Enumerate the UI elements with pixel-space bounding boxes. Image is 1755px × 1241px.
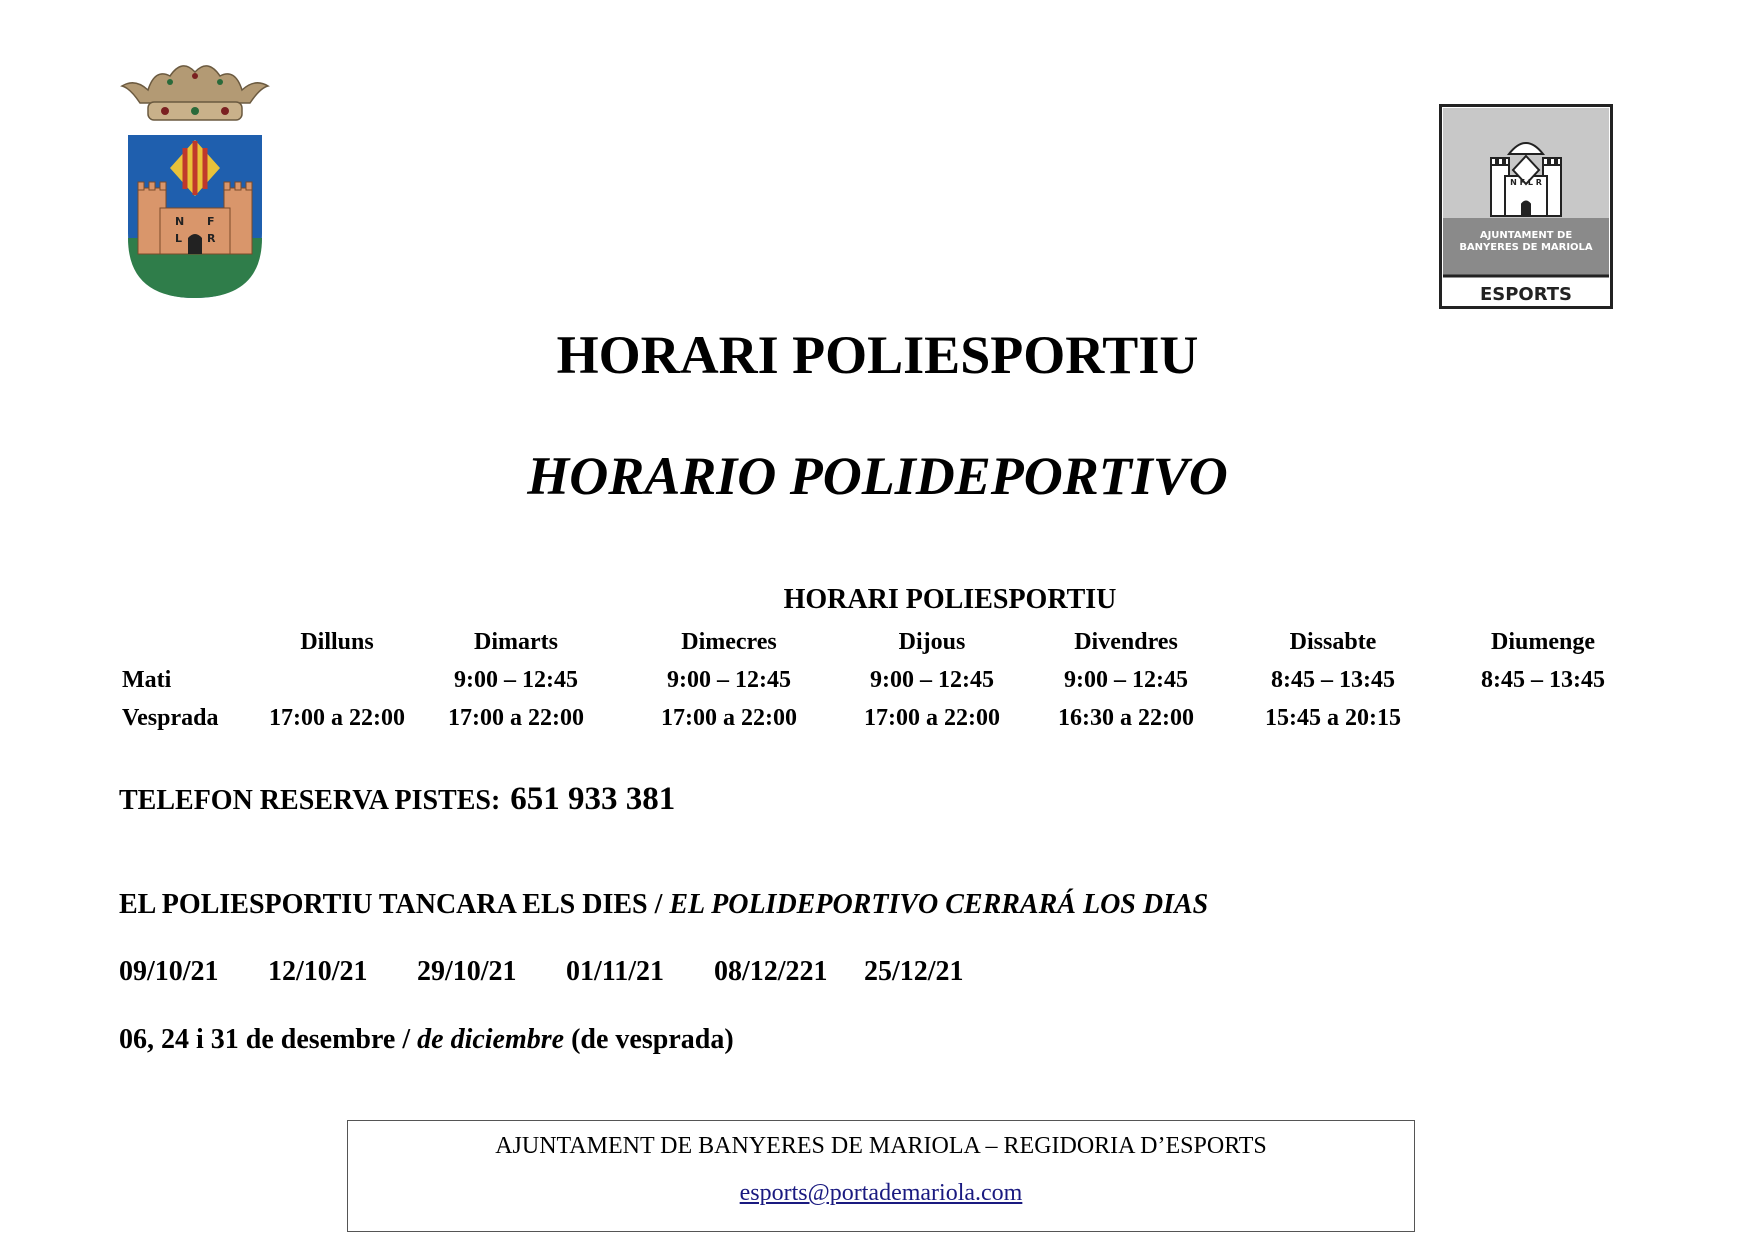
table-cell: 17:00 a 22:00 (864, 705, 1000, 731)
closure-date: 09/10/21 (119, 956, 219, 987)
december-closures (119, 1023, 734, 1057)
closure-date: 25/12/21 (864, 956, 964, 987)
day-header: Dijous (898, 629, 966, 655)
december-part-es: de diciembre (417, 1024, 565, 1055)
phone-number: 651 933 381 (510, 781, 676, 817)
december-part-afternoon: (de vesprada) (571, 1024, 734, 1055)
svg-text:F: F (207, 215, 215, 228)
page-subtitle-spanish: HORARIO POLIDEPORTIVO (527, 446, 1228, 506)
table-cell: 9:00 – 12:45 (870, 667, 994, 693)
table-cell: 9:00 – 12:45 (667, 667, 791, 693)
svg-text:N: N (175, 215, 185, 228)
footer-contact-box (347, 1120, 1415, 1232)
closures-heading-ca: EL POLIESPORTIU TANCARA ELS DIES / (119, 889, 663, 920)
table-cell: 17:00 a 22:00 (661, 705, 797, 731)
logo-monogram: N F L R (1510, 178, 1542, 187)
logo-line2: BANYERES DE MARIOLA (1459, 242, 1593, 253)
closure-date: 12/10/21 (268, 956, 368, 987)
december-part-ca: 06, 24 i 31 de desembre / (119, 1024, 411, 1055)
closures-heading-es: EL POLIDEPORTIVO CERRARÁ LOS DIAS (669, 889, 1209, 920)
day-header: Dilluns (300, 629, 374, 655)
table-cell: 15:45 a 20:15 (1265, 705, 1401, 731)
table-cell: 9:00 – 12:45 (454, 667, 578, 693)
footer-email-link[interactable]: esports@portademariola.com (739, 1180, 1023, 1206)
municipal-crest-logo (120, 58, 270, 298)
day-header: Dimarts (474, 629, 558, 655)
logo-label: ESPORTS (1479, 284, 1573, 305)
footer-organization: AJUNTAMENT DE BANYERES DE MARIOLA – REGIDORIA D’ESPORTS (495, 1133, 1267, 1159)
closure-date: 08/12/221 (714, 956, 828, 987)
logo-line1: AJUNTAMENT DE (1479, 230, 1573, 241)
table-cell: 17:00 a 22:00 (448, 705, 584, 731)
table-cell: 16:30 a 22:00 (1058, 705, 1194, 731)
closure-date: 01/11/21 (566, 956, 665, 987)
crown-icon (122, 66, 268, 120)
svg-text:R: R (207, 232, 216, 245)
row-label-mati: Mati (122, 667, 172, 693)
phone-reservation-line (119, 781, 675, 818)
svg-text:L: L (175, 232, 183, 245)
day-header: Divendres (1074, 629, 1178, 655)
day-header: Dimecres (681, 629, 777, 655)
day-header: Diumenge (1491, 629, 1595, 655)
table-cell: 17:00 a 22:00 (269, 705, 405, 731)
schedule-table-title: HORARI POLIESPORTIU (783, 584, 1117, 615)
phone-label: TELEFON RESERVA PISTES: (119, 785, 501, 816)
esports-department-logo (1439, 104, 1613, 309)
table-cell: 8:45 – 13:45 (1481, 667, 1605, 693)
closure-date: 29/10/21 (417, 956, 517, 987)
footer-email-wrapper (348, 1178, 1414, 1208)
table-cell: 8:45 – 13:45 (1271, 667, 1395, 693)
row-label-vesprada: Vesprada (122, 705, 219, 731)
page-title: HORARI POLIESPORTIU (556, 325, 1199, 385)
table-cell: 9:00 – 12:45 (1064, 667, 1188, 693)
closures-heading (119, 888, 1208, 922)
day-header: Dissabte (1289, 629, 1377, 655)
